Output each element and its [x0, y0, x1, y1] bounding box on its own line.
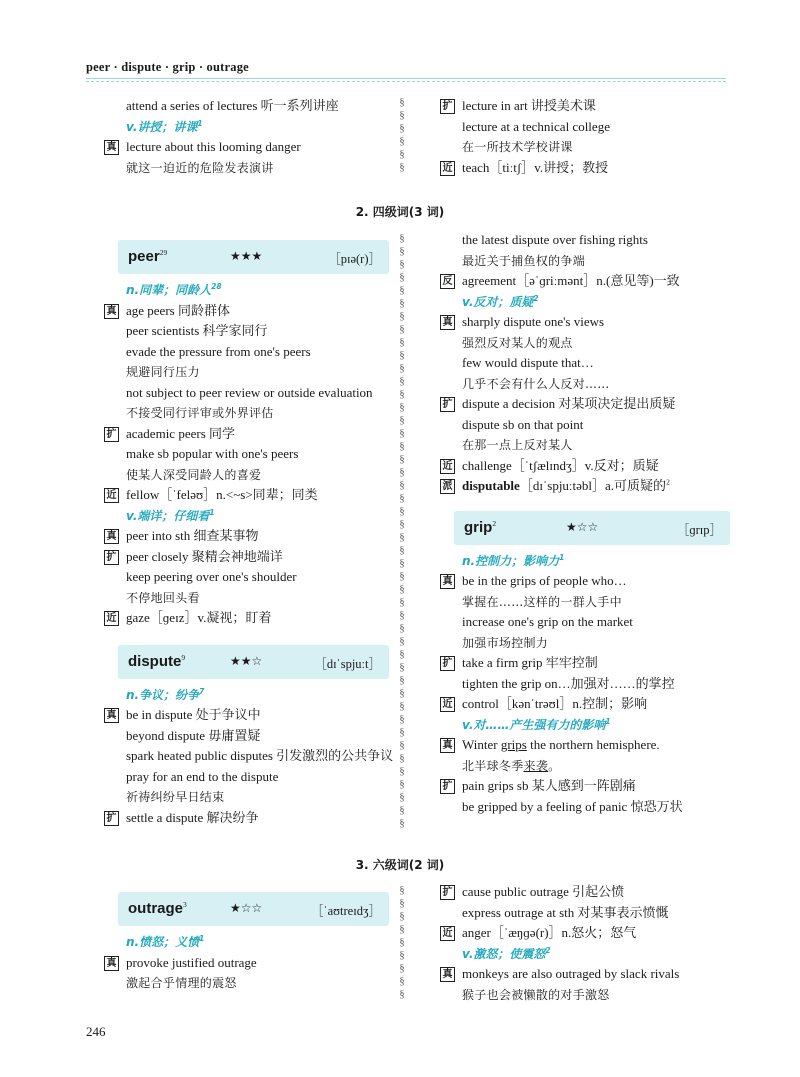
- sense-line: n.争议；纷争$^7$: [126, 686, 205, 702]
- phonetic: ［dɪˈspjuːt］: [314, 656, 381, 671]
- dispute-lines: [104, 685, 394, 829]
- tagged-line: 扩 dispute a decision 对某项决定提出质疑: [440, 394, 730, 415]
- category-tag: 近: [440, 926, 455, 941]
- category-tag: 扩: [440, 397, 455, 412]
- category-tag: 近: [104, 488, 119, 503]
- category-tag: 扩: [104, 427, 119, 442]
- category-tag: 近: [104, 611, 119, 626]
- text-line: 掌握在……这样的一群人手中: [462, 594, 622, 609]
- outrage-lines: [104, 932, 389, 994]
- category-tag: 真: [104, 304, 119, 319]
- phonetic: ［ɡrɪp］: [676, 522, 722, 537]
- text-line: 强烈反对某人的观点: [462, 335, 573, 350]
- tagged-line: 扩 pain grips sb 某人感到一阵剧痛: [440, 776, 730, 797]
- text-line: peer scientists 科学家同行: [126, 323, 268, 338]
- tagged-line: 扩 take a firm grip 牢牢控制: [440, 653, 730, 674]
- tagged-line: 真 age peers 同龄群体: [104, 301, 389, 322]
- star-rating: ★★★: [230, 249, 263, 263]
- star-rating: ★☆☆: [566, 519, 599, 534]
- column-divider: § § § § § § § § §: [399, 884, 405, 1000]
- tagged-line: 反 agreement［əˈɡriːmənt］n.(意见等)一致: [440, 271, 730, 292]
- tagged-line: 扩 settle a dispute 解决纷争: [104, 808, 389, 829]
- text-line: 北半球冬季来袭。: [462, 758, 561, 773]
- tagged-line: 真 lecture about this looming danger: [104, 137, 389, 158]
- tagged-line: 近 control［kənˈtrəʊl］n.控制；影响: [440, 694, 730, 715]
- grip-lines: [440, 551, 730, 818]
- header-rule-dashed: [86, 81, 726, 82]
- category-tag: 反: [440, 274, 455, 289]
- tagged-line: 近 challenge［ˈtʃælɪndʒ］v.反对；质疑: [440, 456, 730, 477]
- category-tag: 扩: [440, 99, 455, 114]
- tagged-line: 扩 peer closely 聚精会神地端详: [104, 547, 389, 568]
- tagged-line: 真 peer into sth 细查某事物: [104, 526, 389, 547]
- category-tag: 真: [104, 708, 119, 723]
- headword: dispute$^9$: [128, 652, 186, 670]
- text-line: 就这一迫近的危险发表演讲: [126, 160, 274, 175]
- sense-line: n.愤怒；义愤$^1$: [126, 934, 205, 949]
- dispute-headword-box: [118, 645, 389, 679]
- category-tag: 扩: [104, 550, 119, 565]
- text-line: 祈祷纠纷早日结束: [126, 790, 225, 804]
- text-line: not subject to peer review or outside evaluation: [126, 384, 373, 400]
- text-line: express outrage at sth 对某事表示愤慨: [462, 904, 669, 920]
- category-tag: 真: [440, 574, 455, 589]
- text-line: 猴子也会被懒散的对手激怒: [462, 987, 610, 1002]
- tagged-line: 真 sharply dispute one's views: [440, 312, 730, 333]
- category-tag: 近: [440, 697, 455, 712]
- category-tag: 扩: [440, 779, 455, 794]
- category-tag: 扩: [440, 656, 455, 671]
- page-number: 246: [86, 1024, 106, 1039]
- category-tag: 真: [104, 140, 119, 155]
- column-divider: § § § § § § § § § § § § § § § § § § § § § § § § § § § § § § § § § § § § § § § § § § § § § §: [399, 232, 405, 829]
- text-line: tighten the grip on…加强对……的掌控: [462, 675, 675, 691]
- tagged-line: 真 monkeys are also outraged by slack rivals: [440, 964, 730, 985]
- category-tag: 真: [440, 315, 455, 330]
- outrage-continued: [440, 882, 730, 1005]
- text-line: 不接受同行评审或外界评估: [126, 406, 274, 420]
- tagged-line: 真 provoke justified outrage: [104, 953, 389, 974]
- text-line: few would dispute that…: [462, 355, 594, 370]
- dispute-continued: [440, 230, 730, 817]
- text-line: beyond dispute 毋庸置疑: [126, 727, 261, 743]
- peer-headword-box: [118, 240, 389, 274]
- sense-line: n.控制力；影响力$^1$: [462, 552, 565, 568]
- tagged-line: 派 disputable［dɪˈspjuːtəbl］a.可质疑的$^2$: [440, 476, 730, 497]
- text-line: the latest dispute over fishing rights: [462, 232, 648, 247]
- tagged-line: 扩 lecture in art 讲授美术课: [440, 96, 730, 117]
- category-tag: 近: [440, 161, 455, 176]
- text-line: 不停地回头看: [126, 590, 200, 605]
- text-line: 加强市场控制力: [462, 635, 549, 650]
- running-head: peer · dispute · grip · outrage: [86, 60, 249, 74]
- outrage-headword-box: [118, 892, 389, 926]
- text-line: 几乎不会有什么人反对……: [462, 376, 610, 391]
- text-line: attend a series of lectures 听一系列讲座: [126, 98, 339, 113]
- tagged-line: 近 fellow［ˈfeləʊ］n.<~s>同辈；同类: [104, 485, 389, 506]
- tagged-line: 近 gaze［ɡeɪz］v.凝视；盯着: [104, 608, 389, 629]
- text-line: increase one's grip on the market: [462, 614, 633, 629]
- text-line: lecture at a technical college: [462, 118, 610, 134]
- headword: outrage$^3$: [128, 900, 187, 917]
- category-tag: 扩: [104, 811, 119, 826]
- category-tag: 真: [104, 529, 119, 544]
- tagged-line: 真 Winter grips the northern hemisphere.: [440, 735, 730, 756]
- peer-entry: [104, 236, 394, 828]
- category-tag: 派: [440, 479, 455, 494]
- text-line: 使某人深受同龄人的喜爱: [126, 467, 262, 482]
- category-tag: 真: [440, 738, 455, 753]
- headword: grip$^2$: [464, 518, 497, 536]
- category-tag: 真: [440, 967, 455, 982]
- sense-line: n.同辈；同龄人$^{28}$: [126, 282, 222, 297]
- text-line: make sb popular with one's peers: [126, 446, 299, 461]
- phonetic: ［ˈaʊtreɪdʒ］: [310, 904, 381, 918]
- text-line: be gripped by a feeling of panic 惊恐万状: [462, 798, 683, 814]
- text-line: 最近关于捕鱼权的争端: [462, 253, 586, 268]
- tagged-line: 近 anger［ˈæŋɡə(r)］n.怒火；怒气: [440, 923, 730, 944]
- tagged-line: 扩 academic peers 同学: [104, 424, 389, 445]
- sense-line: v.反对；质疑$^2$: [462, 293, 539, 309]
- tagged-line: 真 be in the grips of people who…: [440, 571, 730, 592]
- category-tag: 真: [104, 956, 119, 971]
- header-rule: [86, 78, 726, 79]
- text-line: 在一所技术学校讲课: [462, 140, 573, 154]
- text-line: evade the pressure from one's peers: [126, 343, 311, 359]
- text-line: pray for an end to the dispute: [126, 768, 279, 784]
- top-left-column: [104, 96, 389, 178]
- text-line: 激起合乎情理的震怒: [126, 976, 237, 990]
- text-line: 在那一点上反对某人: [462, 438, 573, 452]
- peer-lines: [104, 280, 389, 629]
- headword: peer$^{29}$: [128, 248, 168, 265]
- dispute-right-lines: [440, 230, 730, 497]
- tagged-line: 扩 cause public outrage 引起公愤: [440, 882, 730, 903]
- phonetic: ［pɪə(r)］: [328, 252, 381, 266]
- category-tag: 近: [440, 459, 455, 474]
- sense-line: v.端详；仔细看$^1$: [126, 507, 215, 523]
- sense-line: v.对……产生强有力的影响$^1$: [462, 716, 611, 732]
- outrage-entry: [104, 888, 389, 994]
- outrage-right-lines: [440, 882, 730, 1005]
- text-line: spark heated public disputes 引发激烈的公共争议: [126, 748, 394, 763]
- star-rating: ★★☆: [230, 653, 263, 668]
- text-line: 规避同行压力: [126, 365, 200, 379]
- sense-line: v.激怒；使震怒$^2$: [462, 945, 551, 961]
- top-right-column: [440, 96, 730, 178]
- grip-headword-box: [454, 511, 730, 545]
- section-heading-cet6: 3. 六级词(2 词): [355, 858, 445, 872]
- text-line: dispute sb on that point: [462, 416, 584, 432]
- category-tag: 扩: [440, 885, 455, 900]
- tagged-line: 近 teach［tiːtʃ］v.讲授；教授: [440, 158, 730, 179]
- sense-line: v.讲授；讲课$^1$: [126, 118, 203, 134]
- text-line: keep peering over one's shoulder: [126, 569, 297, 584]
- section-heading-cet4: 2. 四级词(3 词): [355, 205, 445, 219]
- star-rating: ★☆☆: [230, 901, 263, 915]
- column-divider: § § § § § §: [399, 96, 405, 173]
- tagged-line: 真 be in dispute 处于争议中: [104, 705, 389, 726]
